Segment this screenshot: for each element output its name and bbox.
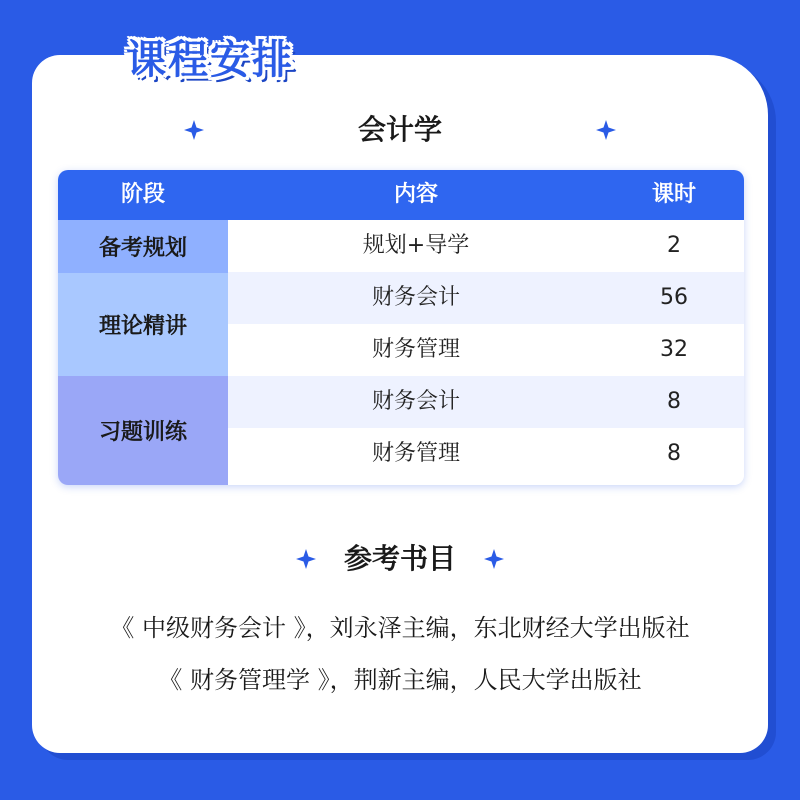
header-content: 内容 [393,182,438,207]
table-row [228,428,744,485]
table-row [228,220,744,272]
hours-cell: 8 [667,389,681,414]
table-row [228,376,744,428]
page-title: 课程安排 [126,37,294,83]
references-title: 参考书目 [343,542,456,575]
content-cell: 财务会计 [371,285,460,310]
content-cell: 财务会计 [371,389,460,414]
schedule-table [58,170,744,485]
hours-cell: 56 [660,285,688,310]
table-row [228,272,744,324]
table-row [228,324,744,376]
content-cell: 规划+导学 [362,233,470,258]
book-item: 《 中级财务会计 》，刘永泽主编，东北财经大学出版社 [110,614,690,642]
stage-cell: 习题训练 [58,376,228,485]
header-hours: 课时 [651,182,696,207]
header-stage: 阶段 [120,182,165,207]
sparkle-icon [596,120,616,140]
table-header [58,170,744,220]
stage-cell: 备考规划 [58,220,228,273]
hours-cell: 2 [667,233,681,258]
sparkle-icon [484,549,504,569]
content-cell: 财务管理 [371,337,460,362]
content-cell: 财务管理 [371,441,460,466]
book-item: 《 财务管理学 》，荆新主编，人民大学出版社 [158,666,642,694]
stage-cell: 理论精讲 [58,273,228,376]
hours-cell: 32 [660,337,688,362]
course-title: 会计学 [357,113,442,146]
hours-cell: 8 [667,441,681,466]
